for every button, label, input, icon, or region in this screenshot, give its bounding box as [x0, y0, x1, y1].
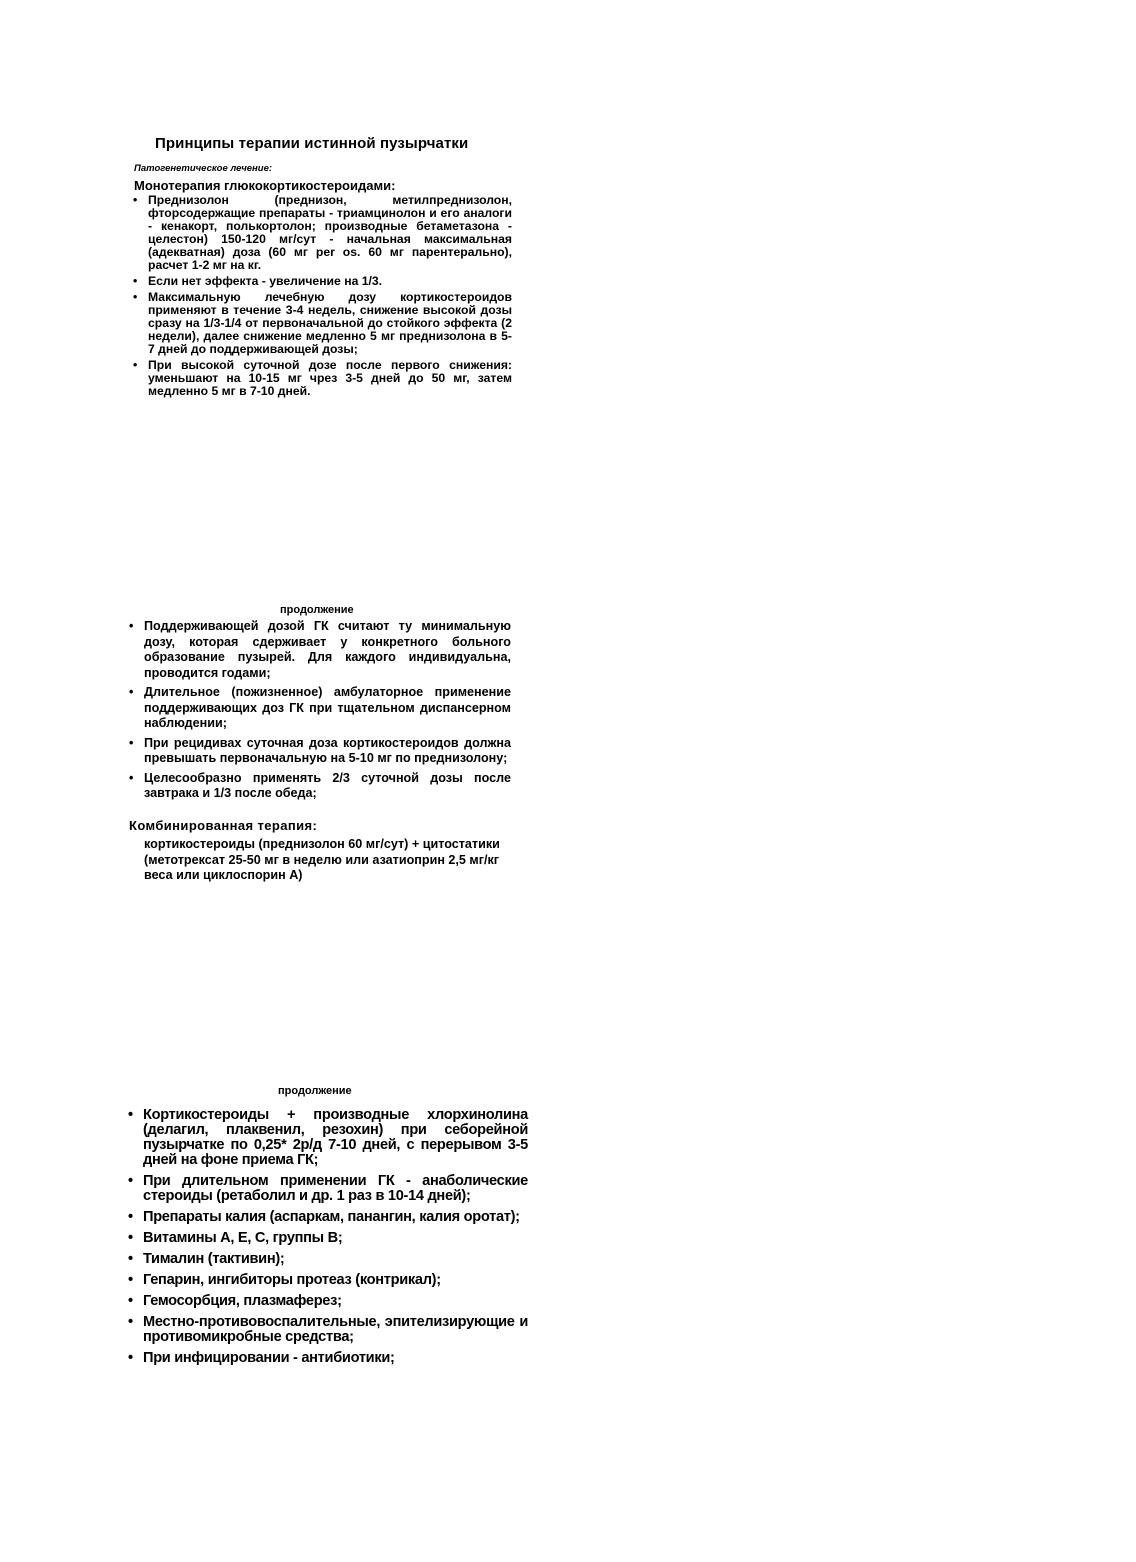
bullet-icon: •	[129, 770, 134, 785]
bullet-icon: •	[128, 1230, 133, 1246]
bullet-icon: •	[128, 1107, 133, 1123]
list-item: • Кортикостероиды + производные хлорхинолина (делагил, плаквенил, резохин) при себорейной пузырчатке по 0,25* 2р/д 7-10 дней, с перерывом 3-5 дней на фоне приема ГК;	[128, 1107, 528, 1168]
list-item: • Поддерживающей дозой ГК считают ту минимальную дозу, которая сдерживает у конкретного больного образование пузырей. Для каждого индивидуальна, проводится годами;	[129, 619, 511, 680]
list-item: • Преднизолон (преднизон, метилпреднизолон, фторсодержащие препараты - триамцинолон и его аналоги - кенакорт, полькортолон; производные бетаметазона - целестон) 150-120 мг/сут - начальная максимальная (адекватная) доза (60 мг per os. 60 мг парентерально), расчет 1-2 мг на кг.	[133, 193, 512, 272]
bullet-icon: •	[128, 1173, 133, 1189]
bullet-icon: •	[128, 1350, 133, 1366]
combined-therapy-text: кортикостероиды (преднизолон 60 мг/сут) + цитостатики (метотрексат 25-50 мг в неделю или азатиоприн 2,5 мг/кг веса или циклоспорин А)	[144, 837, 500, 882]
list-item: • Максимальную лечебную дозу кортикостероидов применяют в течение 3-4 недель, снижение высокой дозы сразу на 1/3-1/4 от первоначальной до стойкого эффекта (2 недели), далее снижение медленно 5 мг преднизолона в 5-7 дней до поддерживающей дозы;	[133, 290, 512, 356]
bullet-icon: •	[128, 1314, 133, 1330]
bullet-icon: •	[133, 193, 138, 207]
maintenance-list	[129, 619, 511, 806]
list-item: • Местно-противовоспалительные, эпителизирующие и противомикробные средства;	[128, 1314, 528, 1345]
list-item: • Витамины А, Е, С, группы В;	[128, 1230, 343, 1246]
bullet-icon: •	[128, 1293, 133, 1309]
adjunct-therapy-list	[128, 1107, 528, 1372]
list-item: • При инфицировании - антибиотики;	[128, 1350, 395, 1366]
list-item: • Препараты калия (аспаркам, панангин, калия оротат);	[128, 1209, 520, 1225]
combined-therapy-heading: Комбинированная терапия:	[129, 818, 318, 833]
bullet-icon: •	[133, 274, 138, 288]
continuation-label: продолжение	[278, 1085, 352, 1097]
bullet-icon: •	[129, 619, 134, 633]
monotherapy-list	[133, 193, 512, 401]
list-item: • Если нет эффекта - увеличение на 1/3.	[133, 274, 383, 288]
list-item: • Гепарин, ингибиторы протеаз (контрикал);	[128, 1272, 441, 1288]
bullet-icon: •	[128, 1209, 133, 1225]
bullet-icon: •	[129, 685, 134, 699]
bullet-icon: •	[133, 290, 138, 304]
list-item: • Тималин (тактивин);	[128, 1251, 285, 1267]
monotherapy-heading: Монотерапия глюкокортикостероидами:	[134, 178, 396, 193]
pathogenetic-treatment-label: Патогенетическое лечение:	[134, 163, 273, 174]
list-item: • Целесообразно применять 2/3 суточной дозы после завтрака и 1/3 после обеда;	[129, 770, 511, 800]
list-item: • При длительном применении ГК - анаболические стероиды (ретаболил и др. 1 раз в 10-14 дней);	[128, 1173, 528, 1204]
bullet-icon: •	[128, 1251, 133, 1267]
list-item: • При высокой суточной дозе после первого снижения: уменьшают на 10-15 мг чрез 3-5 дней до 50 мг, затем медленно 5 мг в 7-10 дней.	[133, 358, 512, 398]
list-item: • Длительное (пожизненное) амбулаторное применение поддерживающих доз ГК при тщательном диспансерном наблюдении;	[129, 685, 511, 730]
list-item: • Гемосорбция, плазмаферез;	[128, 1293, 342, 1309]
continuation-label: продолжение	[280, 604, 354, 616]
bullet-icon: •	[128, 1272, 133, 1288]
bullet-icon: •	[129, 735, 134, 750]
list-item: • При рецидивах суточная доза кортикостероидов должна превышать первоначальную на 5-10 мг по преднизолону;	[129, 735, 511, 765]
bullet-icon: •	[133, 358, 138, 372]
slide-title: Принципы терапии истинной пузырчатки	[155, 135, 469, 152]
